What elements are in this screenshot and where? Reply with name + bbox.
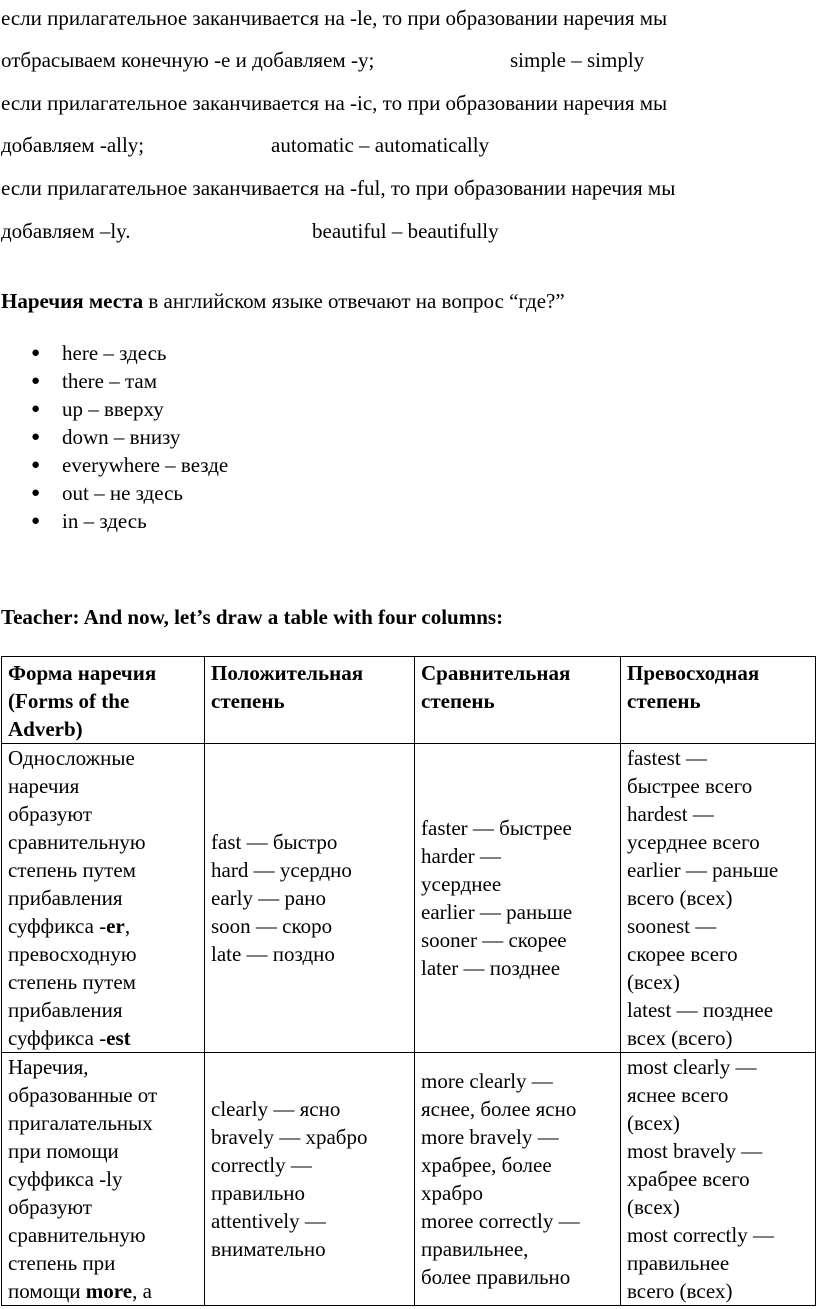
list-item: ● here – здесь — [31, 341, 167, 365]
header-superlative: Превосходная степень — [621, 657, 816, 744]
bullet-icon: ● — [31, 373, 41, 389]
cell-superlative-ly: most clearly — яснее всего (всех) most bravely — храбрее всего (всех) most correctly — правильнее всего (всех) — [621, 1053, 816, 1306]
rule-ful-line1: если прилагательное заканчивается на -ful, то при образовании наречия мы — [1, 176, 676, 200]
table-row — [2, 1053, 816, 1306]
cell-positive-ly: clearly — ясно bravely — храбро correctly — правильно attentively — внимательно — [205, 1053, 415, 1306]
bullet-icon: ● — [31, 485, 41, 501]
list-item: ● up – вверху — [31, 397, 164, 421]
place-adverbs-heading — [1, 287, 565, 315]
rule-ful-line2: добавляем –ly. — [1, 219, 131, 243]
bullet-icon: ● — [31, 401, 41, 417]
rule-ful-example: beautiful – beautifully — [312, 219, 499, 243]
cell-positive-monosyllabic: fast — быстро hard — усердно early — рано soon — скоро late — поздно — [205, 744, 415, 1053]
cell-form-ly: Наречия, образованные от пригалательных при помощи суффикса -ly образуют сравнительную степень при помощи more, а — [2, 1053, 205, 1306]
bullet-icon: ● — [31, 513, 41, 529]
header-positive: Положительная степень — [205, 657, 415, 744]
adverb-comparison-table — [1, 656, 816, 1306]
cell-comparative-ly: more clearly — яснее, более ясно more bravely — храбрее, более храбро moree correctly — правильнее, более правильно — [415, 1053, 621, 1306]
bullet-icon: ● — [31, 457, 41, 473]
rule-ic-example: automatic – automatically — [271, 133, 490, 157]
place-heading-rest: в английском языке отвечают на вопрос “где?” — [143, 289, 565, 313]
cell-comparative-monosyllabic: faster — быстрее harder — усерднее earlier — раньше sooner — скорее later — позднее — [415, 744, 621, 1053]
place-heading-bold: Наречия места — [1, 289, 144, 313]
list-item: ● in – здесь — [31, 509, 147, 533]
teacher-line: Teacher: And now, let’s draw a table with four columns: — [1, 605, 504, 629]
list-item: ● down – внизу — [31, 425, 181, 449]
header-forms: Форма наречия (Forms of the Adverb) — [2, 657, 205, 744]
table-header-row — [2, 657, 816, 744]
place-adverbs-list — [0, 339, 228, 535]
cell-superlative-monosyllabic: fastest — быстрее всего hardest — усерднее всего earlier — раньше всего (всех) soonest — скорее всего (всех) latest — позднее всех (всего) — [621, 744, 816, 1053]
rule-le-line2: отбрасываем конечную -е и добавляем -y; — [1, 48, 375, 72]
rule-ic-line2: добавляем -ally; — [1, 133, 145, 157]
header-comparative: Сравнительная степень — [415, 657, 621, 744]
rule-le-example: simple – simply — [510, 48, 645, 72]
bullet-icon: ● — [31, 429, 41, 445]
rule-ic-line1: если прилагательное заканчивается на -ic, то при образовании наречия мы — [1, 91, 668, 115]
rule-le-line1: если прилагательное заканчивается на -le, то при образовании наречия мы — [1, 6, 668, 30]
bullet-icon: ● — [31, 345, 41, 361]
table-row — [2, 744, 816, 1053]
list-item: ● out – не здесь — [31, 481, 183, 505]
list-item: ● there – там — [31, 369, 158, 393]
cell-form-monosyllabic: Односложные наречия образуют сравнительную степень путем прибавления суффикса -er, превосходную степень путем прибавления суффикса -est — [2, 744, 205, 1053]
list-item: ● everywhere – везде — [31, 453, 229, 477]
